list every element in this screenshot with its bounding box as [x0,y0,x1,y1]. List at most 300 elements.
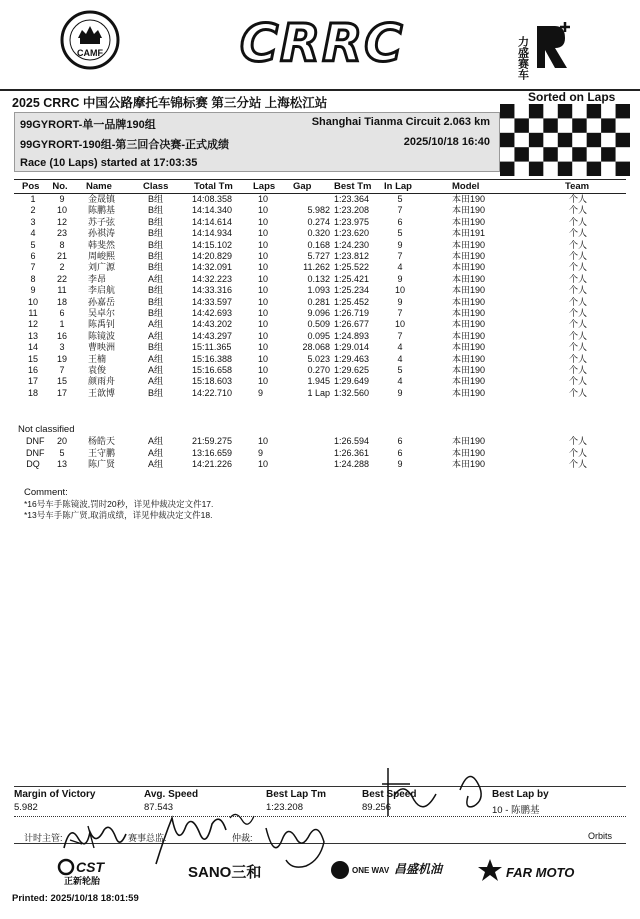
cell-best: 1:29.014 [334,342,370,353]
cell-inlap: 7 [397,330,403,341]
best-lap-value: 1:23.208 [266,802,303,813]
cell-model: 本田190 [452,447,486,458]
cell-best: 1:23.364 [334,194,370,204]
table-row [0,331,640,342]
lisheng-logo-text: 力盛赛车 [516,36,530,80]
cell-class: A组 [148,447,164,458]
cell-laps: 10 [258,319,269,330]
cell-model: 本田190 [452,194,486,204]
cell-laps: 10 [258,365,269,375]
table-row [0,388,640,399]
cell-total: 15:18.603 [192,376,233,387]
flag-square [529,133,543,147]
cell-name: 曹映洲 [88,342,116,353]
cell-total: 14:22.710 [192,387,233,398]
cell-no: 2 [59,262,65,273]
cell-name: 孙嘉岳 [88,296,116,307]
circuit-label: Shanghai Tianma Circuit 2.063 km [311,116,490,128]
cell-inlap: 9 [397,387,403,398]
table-row [0,217,640,228]
cell-pos: 4 [30,228,36,239]
flag-square [572,147,586,161]
cell-gap: 1.945 [307,376,330,387]
cell-best: 1:25.234 [334,285,370,296]
cell-name: 陈禹钊 [88,319,116,330]
flag-square [587,104,601,118]
table-row [0,285,640,296]
flag-square [616,133,630,147]
avg-speed-value: 87.543 [144,802,174,813]
cell-class: A组 [148,365,164,375]
cell-class: B组 [148,239,164,250]
col-no: No. [52,181,68,192]
cell-model: 本田190 [452,308,486,318]
flag-square [587,162,601,176]
flag-square [529,162,543,176]
cell-team: 个人 [569,205,588,216]
flag-square [616,162,630,176]
cst-logo [56,855,116,885]
cell-pos: DQ [26,459,40,469]
col-pos: Pos [22,181,40,192]
footer-top-rule [14,786,626,787]
cell-gap: 5.982 [307,205,330,216]
cell-inlap: 5 [397,228,403,239]
cell-total: 14:14.614 [192,216,233,227]
cell-team: 个人 [569,353,588,364]
table-row [0,251,640,262]
table-top-rule [14,179,626,180]
cell-no: 16 [56,330,67,341]
oil-logo [392,855,452,885]
cell-no: 6 [59,308,65,318]
oil-logo-text: 昌盛机油 [394,862,443,876]
table-row [0,308,640,319]
cell-laps: 10 [258,342,269,353]
cell-laps: 10 [258,459,269,469]
table-row [0,319,640,330]
flag-square [543,147,557,161]
sano-logo-text: SANO三和 [188,864,262,881]
cell-gap: 0.274 [307,216,330,227]
cell-best: 1:24.893 [334,330,370,341]
table-row [0,274,640,285]
cst-logo-text: CST [76,859,104,875]
cell-no: 7 [59,365,65,375]
cell-no: 1 [59,319,65,330]
cell-total: 15:16.388 [192,353,233,364]
event-title: 2025 CRRC 中国公路摩托车锦标赛 第三分站 上海松江站 [12,96,328,110]
cell-inlap: 6 [397,436,403,446]
cell-class: A组 [148,459,164,469]
cell-no: 21 [56,251,67,261]
table-row [0,365,640,376]
cell-model: 本田191 [452,228,486,239]
cell-team: 个人 [569,387,588,398]
cell-laps: 10 [258,262,269,273]
cell-team: 个人 [569,319,588,330]
cell-name: 颜雨舟 [88,376,116,387]
cell-gap: 1.093 [307,285,330,296]
table-row [0,205,640,216]
cell-model: 本田190 [452,273,486,284]
cell-model: 本田190 [452,319,486,330]
cell-no: 17 [56,387,67,398]
cell-total: 14:08.358 [192,194,233,204]
cell-model: 本田190 [452,285,486,296]
table-row [0,240,640,251]
cell-pos: 7 [30,262,36,273]
cell-total: 14:43.202 [192,319,233,330]
cell-laps: 10 [258,353,269,364]
margin-value: 5.982 [14,802,38,813]
flag-square [558,104,572,118]
cell-laps: 10 [258,376,269,387]
cell-best: 1:26.719 [334,308,370,318]
cell-laps: 10 [258,296,269,307]
signature-timing-chief [60,818,130,858]
cell-inlap: 7 [397,308,403,318]
table-row [0,448,640,459]
flag-square [572,118,586,132]
cell-pos: 8 [30,273,36,284]
checkered-flag-icon [500,104,630,176]
cell-laps: 10 [258,285,269,296]
cell-name: 王歆博 [88,387,116,398]
cell-total: 14:33.316 [192,285,233,296]
cell-total: 14:43.297 [192,330,233,341]
cell-model: 本田190 [452,216,486,227]
flag-square [601,118,615,132]
cell-class: B组 [148,308,164,318]
cst-logo-subtext: 正新轮胎 [63,877,101,887]
cell-class: B组 [148,205,164,216]
best-speed-label: Best Speed [362,789,417,800]
cell-gap: 0.095 [307,330,330,341]
table-row [0,228,640,239]
cell-inlap: 9 [397,459,403,469]
cell-best: 1:29.649 [334,376,370,387]
cell-name: 杨皓天 [88,436,116,446]
cell-pos: 17 [27,376,38,387]
cell-team: 个人 [569,285,588,296]
cell-laps: 10 [258,216,269,227]
flag-square [500,133,514,147]
onewav-logo [330,855,390,885]
cell-gap: 28.068 [302,342,330,353]
cell-total: 14:15.102 [192,239,233,250]
cell-model: 本田190 [452,251,486,261]
flag-square [514,118,528,132]
cell-name: 陈鹏基 [88,205,116,216]
cell-class: A组 [148,376,164,387]
session-datetime: 2025/10/18 16:40 [403,136,490,148]
cell-laps: 10 [258,239,269,250]
cell-class: A组 [148,273,164,284]
cell-pos: 6 [30,251,36,261]
cell-class: B组 [148,251,164,261]
cell-gap: 0.270 [307,365,330,375]
category-label: 99GYRORT-单一品牌190组 [20,119,156,131]
cell-pos: DNF [26,447,45,458]
flag-square [500,104,514,118]
comment-line: *16号车手陈镜波,罚时20秒，详见仲裁决定文件17. [24,499,214,509]
cell-name: 刘广源 [88,262,116,273]
cell-inlap: 10 [394,319,405,330]
jury-label: 仲裁: [232,833,253,843]
cell-class: B组 [148,296,164,307]
far-moto-logo-text: FAR MOTO [506,865,575,880]
cell-total: 14:42.693 [192,308,233,318]
cell-class: B组 [148,285,164,296]
camf-logo [60,10,120,70]
cell-pos: 18 [27,387,38,398]
cell-model: 本田190 [452,436,486,446]
cell-pos: 1 [30,194,36,204]
cell-team: 个人 [569,262,588,273]
cell-pos: 10 [27,296,38,307]
cell-best: 1:26.594 [334,436,370,446]
cell-inlap: 6 [397,216,403,227]
cell-team: 个人 [569,228,588,239]
cell-team: 个人 [569,296,588,307]
cell-team: 个人 [569,308,588,318]
flag-square [529,104,543,118]
session-label: 99GYRORT-190组-第三回合决赛-正式成绩 [20,139,230,151]
cell-class: A组 [148,330,164,341]
cell-class: B组 [148,216,164,227]
flag-square [500,162,514,176]
flag-square [587,133,601,147]
cell-best: 1:29.625 [334,365,370,375]
cell-inlap: 7 [397,251,403,261]
table-row [0,436,640,447]
cell-name: 周峻熙 [88,251,116,261]
col-total: Total Tm [194,181,233,192]
cell-name: 王楠 [88,353,107,364]
camf-logo-text: CAMF [77,48,103,58]
cell-pos: 16 [27,365,38,375]
sort-label: Sorted on Laps [528,90,616,104]
col-inlap: In Lap [384,181,412,192]
table-row [0,342,640,353]
cell-no: 5 [59,447,65,458]
cell-laps: 10 [258,308,269,318]
table-row [0,194,640,205]
cell-pos: 2 [30,205,36,216]
cell-no: 12 [56,216,67,227]
cell-best: 1:23.812 [334,251,370,261]
comment-line: *13号车手陈广贤,取消成绩，详见仲裁决定文件18. [24,510,213,520]
cell-name: 李昂 [88,273,107,284]
cell-name: 孙祺涛 [88,228,116,239]
avg-speed-label: Avg. Speed [144,789,199,800]
printed-timestamp: Printed: 2025/10/18 18:01:59 [12,893,139,904]
cell-inlap: 10 [394,285,405,296]
cell-no: 10 [56,205,67,216]
cell-team: 个人 [569,216,588,227]
cell-total: 14:14.340 [192,205,233,216]
cell-class: B组 [148,262,164,273]
cell-class: B组 [148,342,164,353]
cell-gap: 5.727 [307,251,330,261]
cell-laps: 10 [258,205,269,216]
timing-chief-label: 计时主管: [24,833,63,843]
table-row [0,459,640,470]
cell-gap: 1 Lap [307,387,330,398]
cell-pos: 13 [27,330,38,341]
flag-square [514,147,528,161]
cell-gap: 0.281 [307,296,330,307]
cell-model: 本田190 [452,376,486,387]
cell-model: 本田190 [452,459,486,469]
cell-best: 1:23.208 [334,205,370,216]
cell-team: 个人 [569,376,588,387]
comment-title: Comment: [24,487,68,498]
cell-laps: 9 [258,387,264,398]
cell-no: 19 [56,353,67,364]
cell-laps: 10 [258,251,269,261]
cell-inlap: 5 [397,365,403,375]
cell-no: 18 [56,296,67,307]
flag-square [601,147,615,161]
table-row [0,262,640,273]
cell-class: A组 [148,353,164,364]
flag-square [543,118,557,132]
far-moto-logo [478,855,578,885]
cell-total: 13:16.659 [192,447,233,458]
cell-gap: 11.262 [303,262,330,273]
cell-model: 本田190 [452,365,486,375]
cell-no: 11 [57,285,67,296]
cell-gap: 0.132 [307,273,330,284]
cell-best: 1:26.361 [334,447,370,458]
cell-no: 8 [59,239,65,250]
col-best: Best Tm [334,181,372,192]
cell-pos: 3 [30,216,36,227]
col-model: Model [452,181,480,192]
cell-total: 21:59.275 [192,436,233,446]
cell-team: 个人 [569,447,588,458]
best-lap-by-value: 10 - 陈鹏基 [492,805,540,816]
cell-inlap: 9 [397,296,403,307]
table-row [0,354,640,365]
cell-total: 14:32.091 [192,262,233,273]
cell-team: 个人 [569,239,588,250]
cell-model: 本田190 [452,387,486,398]
lisheng-logo [515,20,575,80]
race-start-label: Race (10 Laps) started at 17:03:35 [20,157,198,169]
cell-team: 个人 [569,436,588,446]
cell-best: 1:25.421 [334,273,370,284]
cell-no: 15 [56,376,67,387]
cell-laps: 9 [258,447,264,458]
cell-laps: 10 [258,194,269,204]
cell-model: 本田190 [452,330,486,341]
cell-best: 1:24.288 [334,459,370,469]
cell-gap: 0.320 [307,228,330,239]
cell-no: 9 [59,194,65,204]
cell-team: 个人 [569,251,588,261]
col-laps: Laps [253,181,276,192]
cell-name: 王守鹏 [88,447,116,458]
cell-inlap: 9 [397,273,403,284]
cell-team: 个人 [569,365,588,375]
cell-name: 袁俊 [88,365,107,375]
flag-square [616,104,630,118]
cell-best: 1:24.230 [334,239,370,250]
cell-inlap: 5 [397,194,403,204]
sano-logo [186,855,274,885]
table-row [0,376,640,387]
cell-no: 22 [56,273,67,284]
flag-square [558,162,572,176]
race-director-label: 赛事总监: [128,833,167,843]
cell-best: 1:29.463 [334,353,370,364]
cell-team: 个人 [569,330,588,341]
table-row [0,297,640,308]
cell-name: 韩斐然 [88,239,116,250]
cell-best: 1:23.975 [334,216,370,227]
cell-best: 1:32.560 [334,387,370,398]
cell-laps: 10 [258,228,269,239]
orbits-label: Orbits [588,831,613,841]
best-lap-by-label: Best Lap by [492,789,549,800]
cell-gap: 0.509 [307,319,330,330]
cell-laps: 10 [258,273,269,284]
cell-class: A组 [148,436,164,446]
cell-total: 14:21.226 [192,459,233,469]
cell-name: 金晟镇 [88,194,116,204]
cell-class: B组 [148,194,164,204]
cell-model: 本田190 [452,239,486,250]
cell-best: 1:26.677 [334,319,370,330]
cell-gap: 5.023 [307,353,330,364]
cell-team: 个人 [569,342,588,353]
cell-no: 3 [59,342,65,353]
cell-class: B组 [148,228,164,239]
margin-label: Margin of Victory [14,789,96,800]
cell-total: 14:14.934 [192,228,233,239]
cell-model: 本田190 [452,342,486,353]
cell-team: 个人 [569,273,588,284]
cell-name: 吴卓尔 [88,308,116,318]
best-speed-value: 89.256 [362,802,392,813]
cell-total: 15:16.658 [192,365,233,375]
onewav-logo-text: ONE WAV [352,866,390,875]
cell-inlap: 6 [397,447,403,458]
cell-inlap: 4 [397,342,403,353]
cell-inlap: 4 [397,376,403,387]
cell-gap: 9.096 [307,308,330,318]
cell-total: 14:32.223 [192,273,233,284]
cell-name: 陈镜波 [88,330,116,341]
cell-total: 15:11.365 [192,342,232,353]
cell-model: 本田190 [452,262,486,273]
cell-gap: 0.168 [307,239,330,250]
cell-inlap: 9 [397,239,403,250]
cell-best: 1:23.620 [334,228,370,239]
flag-square [558,133,572,147]
cell-model: 本田190 [452,353,486,364]
cell-inlap: 4 [397,353,403,364]
cell-no: 20 [56,436,67,446]
cell-name: 陈广贤 [88,459,116,469]
cell-inlap: 7 [397,205,403,216]
cell-pos: 9 [30,285,36,296]
not-classified-label: Not classified [18,424,75,435]
cell-inlap: 4 [397,262,403,273]
